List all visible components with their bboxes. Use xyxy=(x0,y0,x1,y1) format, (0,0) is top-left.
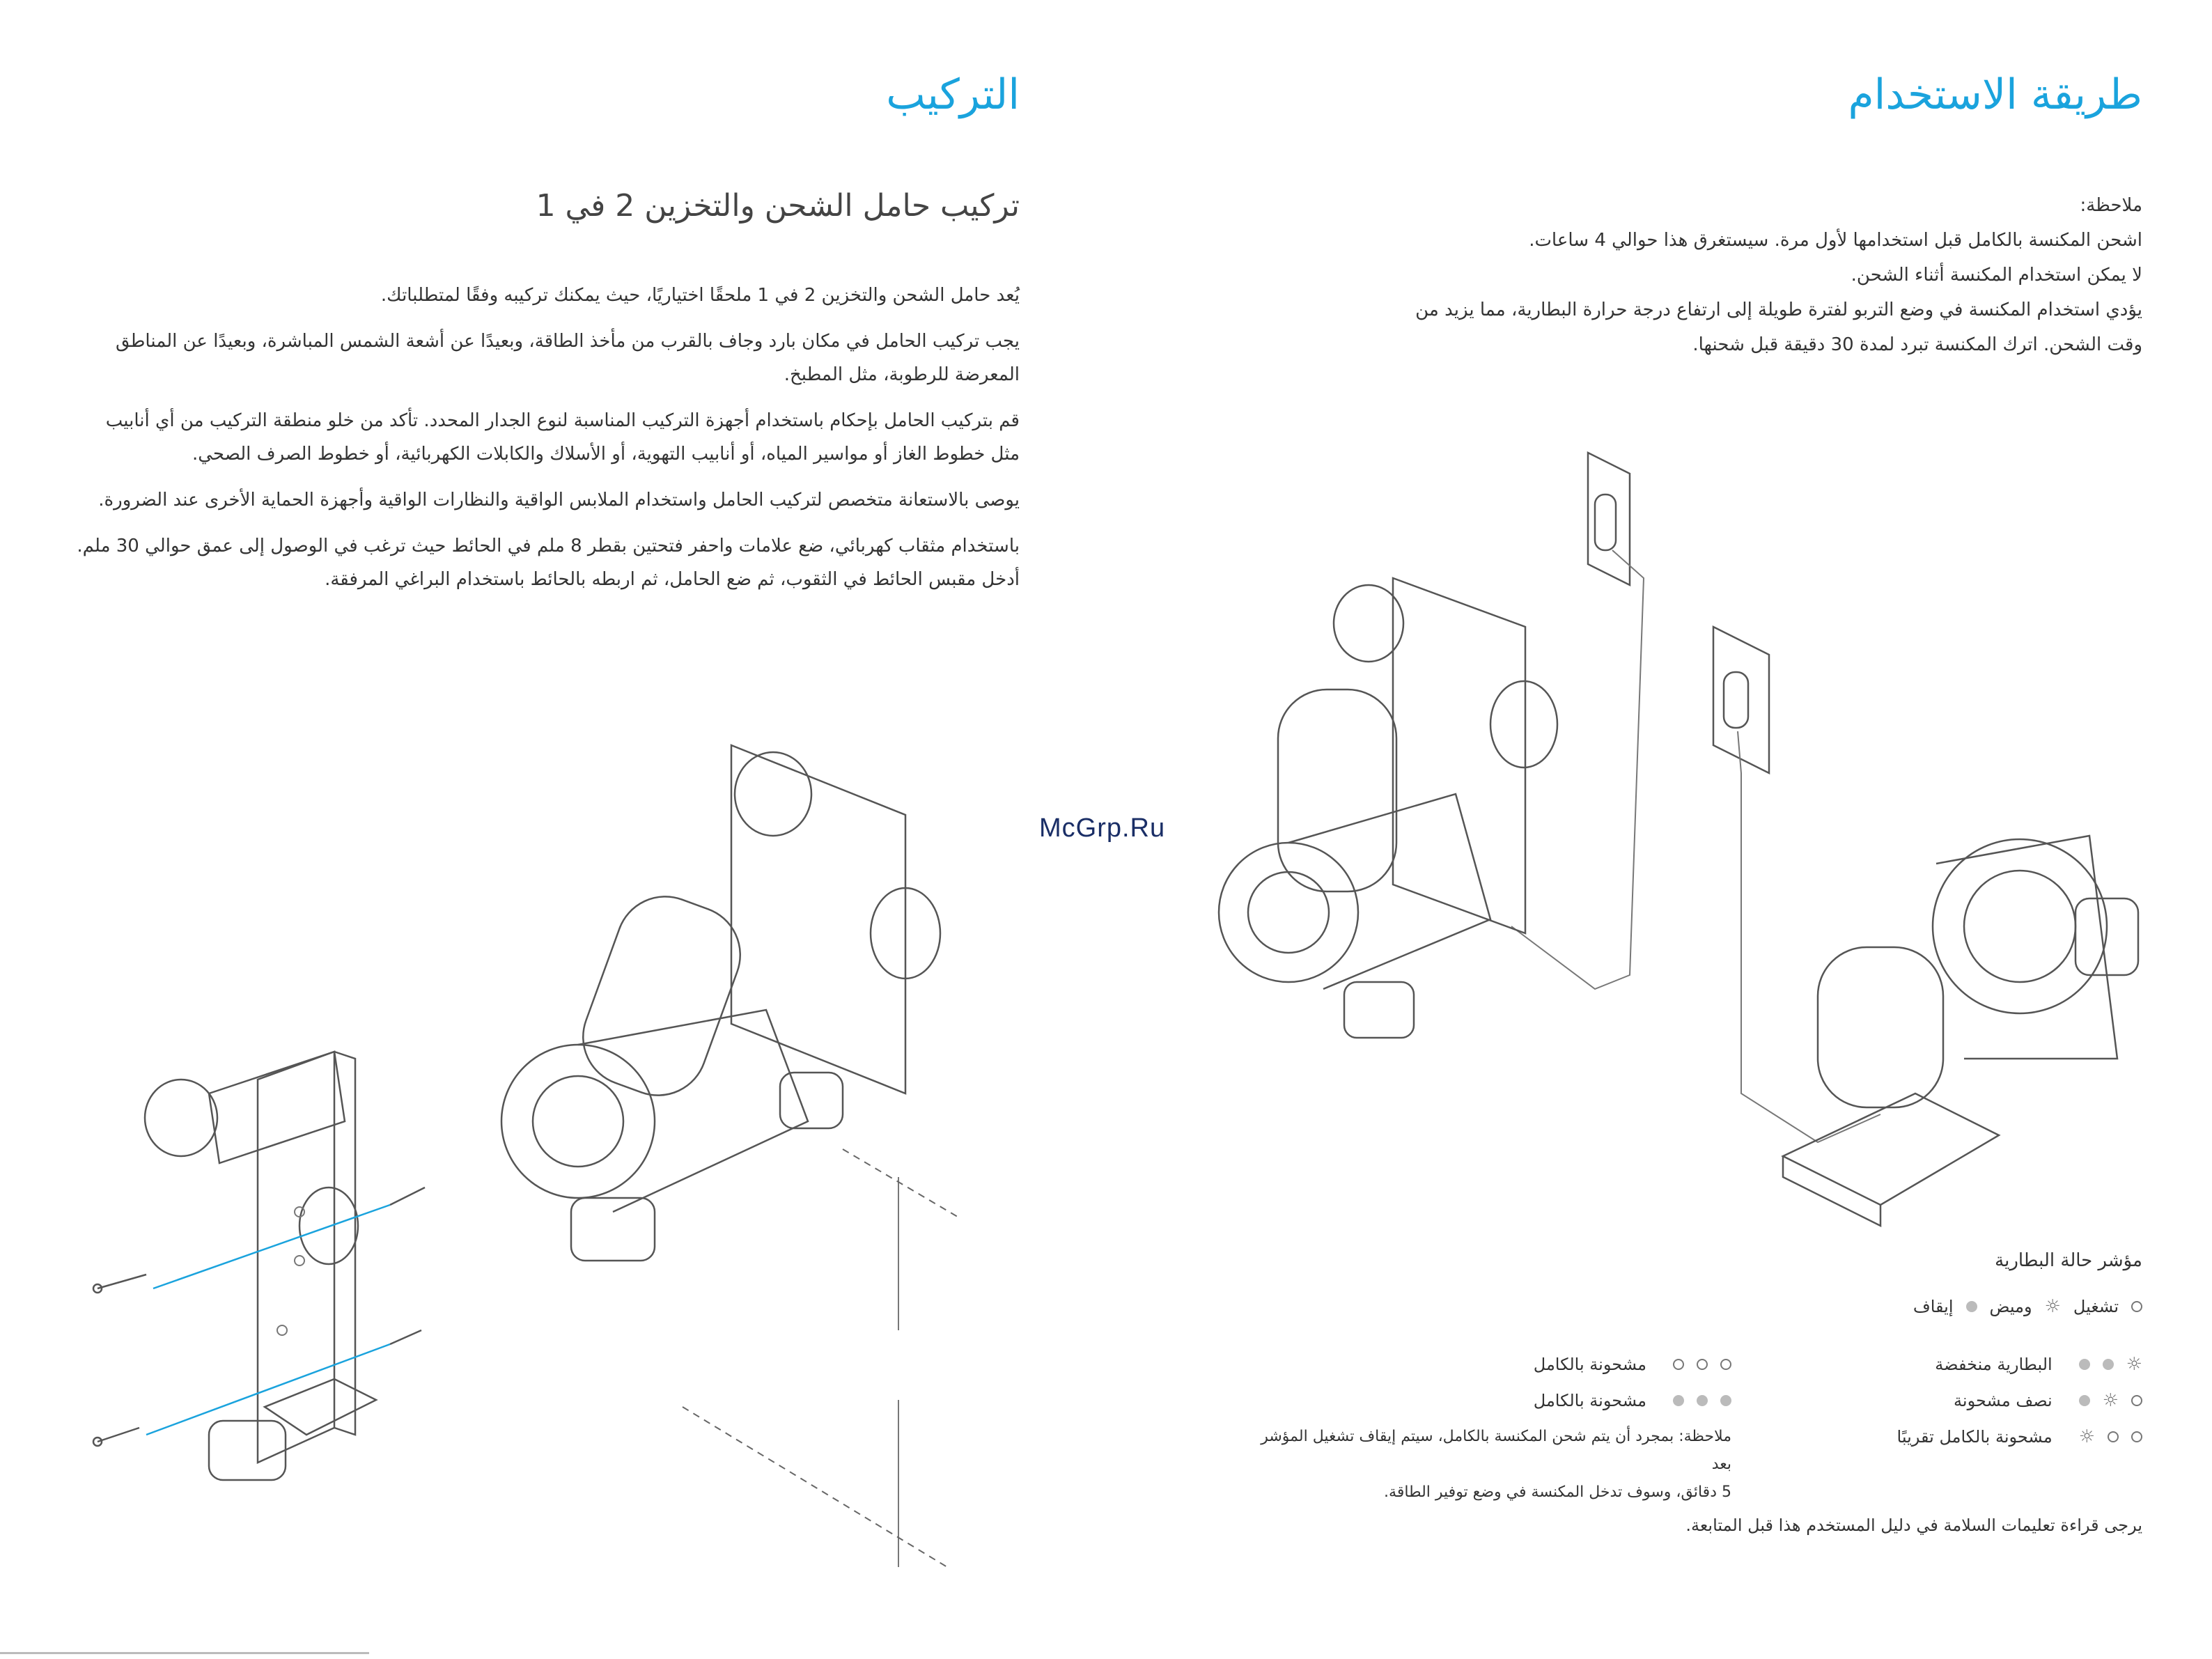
on-dot-icon xyxy=(1673,1359,1684,1370)
holder-install-subtitle: تركيب حامل الشحن والتخزين 2 في 1 xyxy=(536,188,1020,224)
battery-note-line-1: ملاحظة: بمجرد أن يتم شحن المكنسة بالكامل، سيتم إيقاف تشغيل المؤشر بعد xyxy=(1261,1428,1731,1473)
left-page-title: التركيب xyxy=(886,70,1020,119)
blink-sun-icon: ☼ xyxy=(2078,1426,2095,1447)
off-dot-icon xyxy=(2103,1359,2114,1370)
install-paragraph-3: قم بتركيب الحامل بإحكام باستخدام أجهزة التركيب المناسبة لنوع الجدار المحدد. تأكد من خلو منطقة التركيب من أي أنابيب مثل خطوط الغاز أو مواسير المياه، أو أنابيب التهوية، أو الأسلاك والكابلات الكهربائية، أو خطوط الصرف الصحي. xyxy=(105,410,1020,465)
blink-sun-icon: ☼ xyxy=(2126,1354,2142,1375)
state-full-off xyxy=(1244,1391,1731,1410)
wall-bracket-drawing xyxy=(145,1052,376,1480)
key-blink-label: وميض xyxy=(1989,1297,2032,1316)
right-page-title: طريقة الاستخدام xyxy=(1848,70,2142,119)
charging-illustration xyxy=(1212,446,2187,1240)
holder-mounting-illustration xyxy=(70,731,989,1595)
on-dot-icon xyxy=(2131,1431,2142,1442)
blink-sun-icon: ☼ xyxy=(2102,1390,2119,1411)
battery-note xyxy=(1244,1423,1731,1506)
state-low-label: البطارية منخفضة xyxy=(1935,1355,2053,1374)
state-full-label: مشحونة بالكامل xyxy=(1533,1355,1646,1374)
usage-note-line-3: يؤدي استخدام المكنسة في وضع التربو لفترة طويلة إلى ارتفاع درجة حرارة البطارية، مما يزيد من xyxy=(1415,299,2142,320)
state-full-off-label: مشحونة بالكامل xyxy=(1533,1391,1646,1410)
vacuum-on-holder-drawing xyxy=(501,745,940,1261)
usage-note-line-1: اشحن المكنسة بالكامل قبل استخدامها لأول مرة. سيستغرق هذا حوالي 4 ساعات. xyxy=(1529,230,2142,251)
install-paragraph-4: يوصى بالاستعانة متخصص لتركيب الحامل واستخدام الملابس الواقية والنظارات الواقية وأجهزة الحماية الأخرى عند الضرورة. xyxy=(98,490,1020,511)
on-dot-icon xyxy=(1697,1359,1708,1370)
usage-note-line-4: وقت الشحن. اترك المكنسة تبرد لمدة 30 دقيقة قبل شحنها. xyxy=(1692,334,2142,355)
on-dot-icon xyxy=(1720,1359,1731,1370)
usage-note-line-2: لا يمكن استخدام المكنسة أثناء الشحن. xyxy=(1851,265,2142,286)
safety-footer: يرجى قراءة تعليمات السلامة في دليل المستخدم هذا قبل المتابعة. xyxy=(1685,1516,2142,1535)
state-almost-full xyxy=(1752,1427,2142,1447)
off-dot-icon xyxy=(1673,1395,1684,1406)
usage-note-label: ملاحظة: xyxy=(2080,195,2142,216)
off-dot-icon xyxy=(1720,1395,1731,1406)
state-half xyxy=(1752,1391,2142,1410)
bottom-rule xyxy=(0,1652,369,1654)
on-dot-icon xyxy=(2108,1431,2119,1442)
state-almost-full-label: مشحونة بالكامل تقريبًا xyxy=(1896,1427,2053,1447)
watermark-text: McGrp.Ru xyxy=(1039,813,1166,843)
install-paragraph-2: يجب تركيب الحامل في مكان بارد وجاف بالقرب من مأخذ الطاقة، وبعيدًا عن أشعة الشمس المباشرة، وبعيدًا عن المناطق المعرضة للرطوبة، مثل المطبخ. xyxy=(116,331,1020,385)
battery-note-line-2: 5 دقائق، وسوف تدخل المكنسة في وضع توفير الطاقة. xyxy=(1384,1483,1731,1501)
off-dot-icon xyxy=(2079,1359,2090,1370)
state-low xyxy=(1752,1355,2142,1374)
off-dot-icon xyxy=(1966,1301,1977,1312)
state-full-on xyxy=(1244,1355,1731,1374)
install-paragraph-5: باستخدام مثقاب كهربائي، ضع علامات واحفر فتحتين بقطر 8 ملم في الحائط حيث ترغب في الوصول إلى عمق حوالي 30 ملم. أدخل مقبس الحائط في الثقوب، ثم ضع الحامل، ثم اربطه بالحائط باستخدام البراغي المرفقة. xyxy=(77,536,1020,590)
key-on-label: تشغيل xyxy=(2073,1297,2119,1316)
battery-states-right xyxy=(1752,1355,2142,1447)
state-half-label: نصف مشحونة xyxy=(1954,1391,2053,1410)
battery-indicator-title: مؤشر حالة البطارية xyxy=(1995,1250,2142,1271)
off-dot-icon xyxy=(1697,1395,1708,1406)
battery-states-left xyxy=(1244,1355,1731,1506)
install-paragraph-1: يُعد حامل الشحن والتخزين 2 في 1 ملحقًا اختياريًا، حيث يمكنك تركيبه وفقًا لمتطلباتك. xyxy=(380,285,1020,306)
install-instructions xyxy=(72,279,1020,609)
on-dot-icon xyxy=(2131,1395,2142,1406)
key-off-label: إيقاف xyxy=(1913,1297,1954,1316)
on-dot-icon xyxy=(2131,1301,2142,1312)
blink-sun-icon: ☼ xyxy=(2044,1296,2061,1317)
off-dot-icon xyxy=(2079,1395,2090,1406)
battery-key xyxy=(1913,1297,2142,1316)
usage-note xyxy=(1307,188,2142,362)
